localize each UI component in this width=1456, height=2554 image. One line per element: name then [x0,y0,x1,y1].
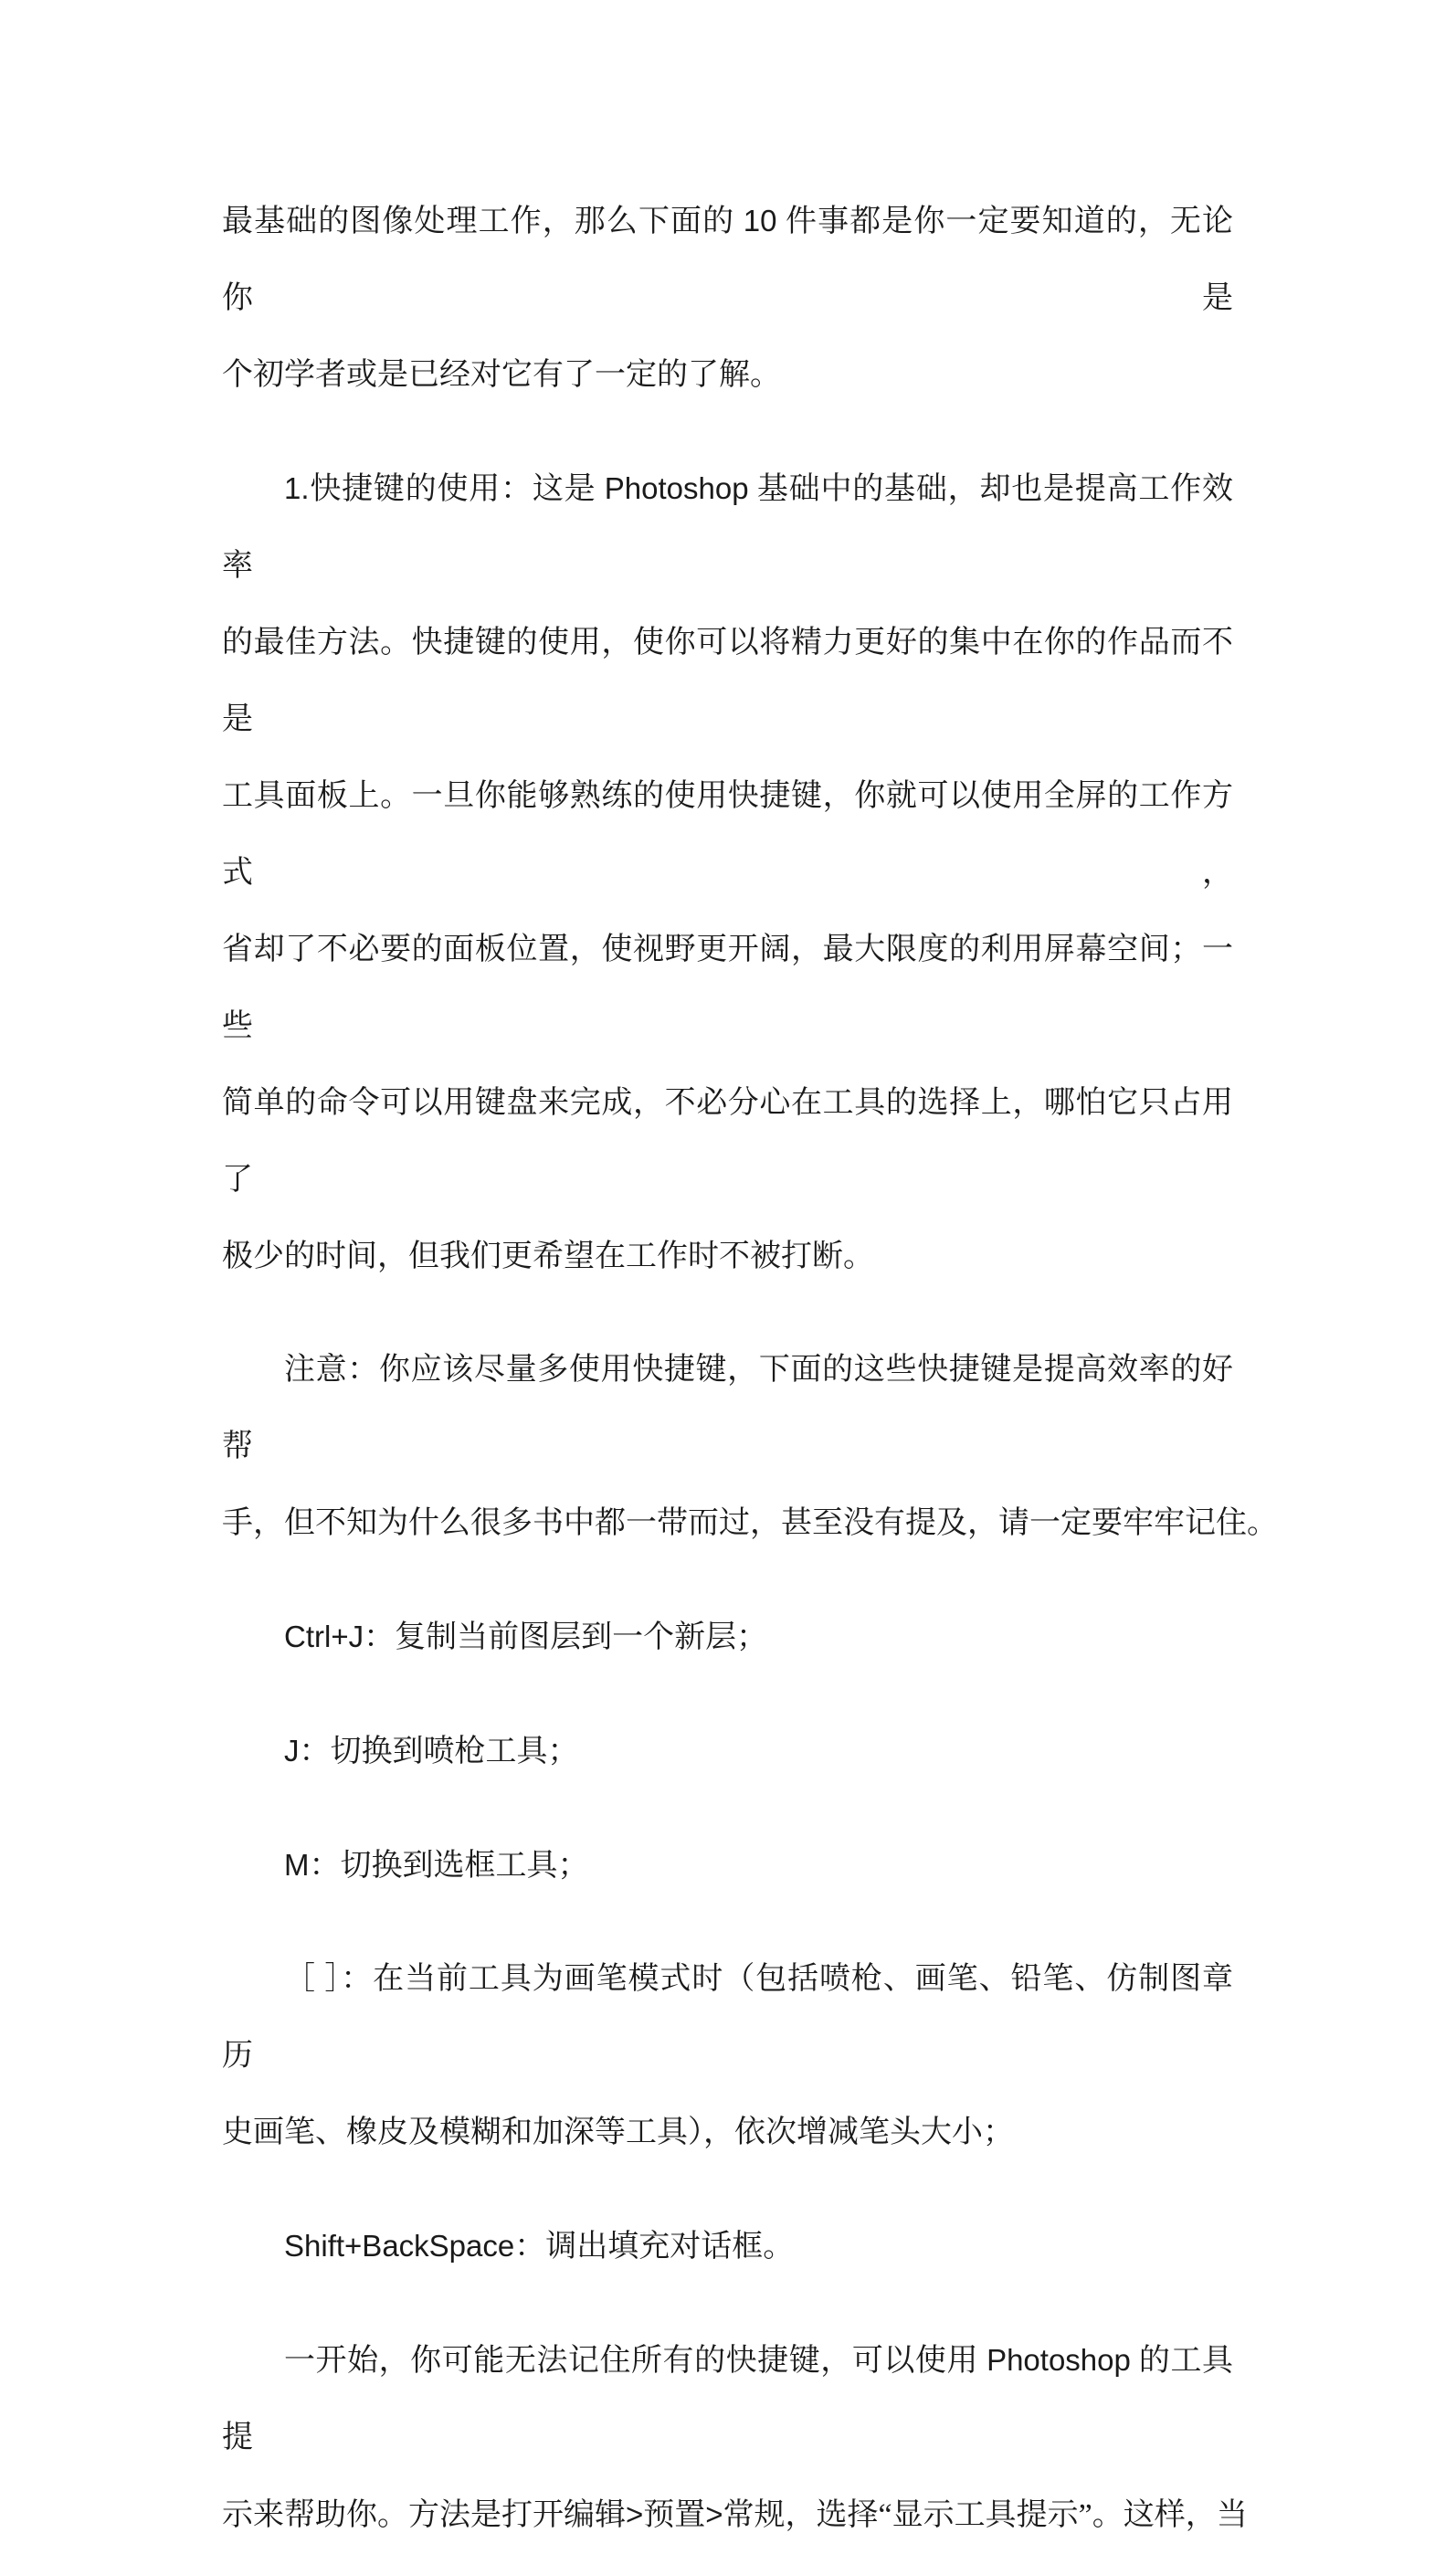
text-line: ［ ］：在当前工具为画笔模式时（包括喷枪、画笔、铅笔、仿制图章历 [222,1962,1233,2073]
text-line: J：切换到喷枪工具； [284,1734,579,1768]
latin-text: > [626,2497,644,2531]
text-line: 一开始，你可能无法记住所有的快捷键，可以使用 Photoshop 的工具提 [222,2343,1234,2454]
latin-text: J [284,1734,300,1768]
text-line: 示来帮助你。方法是打开编辑>预置>常规，选择“显示工具提示”。这样，当 [222,2497,1248,2532]
text-line: 最基础的图像处理工作，那么下面的 10 件事都是你一定要知道的，无论你是 [222,204,1233,315]
paragraph [222,1599,1233,1676]
paragraph [222,2322,1248,2554]
text-line: 工具面板上。一旦你能够熟练的使用快捷键，你就可以使用全屏的工作方式， [222,779,1233,890]
paragraph [222,450,1233,1295]
latin-text: Photoshop [604,471,749,505]
paragraph [222,1941,1233,2171]
latin-text: > [705,2497,723,2531]
paragraph [222,1713,1233,1790]
text-line: 省却了不必要的面板位置，使视野更开阔，最大限度的利用屏幕空间；一些 [222,933,1233,1043]
text-line: 极少的时间，但我们更希望在工作时不被打断。 [222,1240,874,1273]
text-line: M：切换到选框工具； [284,1848,589,1883]
document-body [222,183,1278,2554]
text-line: 手，但不知为什么很多书中都一带而过，甚至没有提及，请一定要牢牢记住。 [222,1506,1278,1540]
text-line: Ctrl+J：复制当前图层到一个新层； [284,1620,768,1654]
text-line: 注意：你应该尽量多使用快捷键，下面的这些快捷键是提高效率的好帮 [222,1353,1233,1463]
latin-text: Shift+BackSpace [284,2229,515,2263]
text-line: 史画笔、橡皮及模糊和加深等工具），依次增减笔头大小； [222,2116,1014,2149]
latin-text: 10 [743,204,777,237]
text-line: 1.快捷键的使用：这是 Photoshop 基础中的基础，却也是提高工作效率 [222,471,1234,583]
latin-text: Ctrl+J [284,1620,364,1653]
text-line: 的最佳方法。快捷键的使用，使你可以将精力更好的集中在你的作品而不是 [222,626,1233,736]
text-line: 简单的命令可以用键盘来完成，不必分心在工具的选择上，哪怕它只占用了 [222,1086,1233,1197]
text-line: Shift+BackSpace：调出填充对话框。 [284,2229,795,2264]
latin-text: Photoshop [986,2343,1131,2377]
paragraph [222,1332,1278,1562]
latin-text: 1. [284,471,310,505]
paragraph [222,183,1233,414]
paragraph [222,2208,1233,2285]
text-line: 个初学者或是已经对它有了一定的了解。 [222,358,781,392]
latin-text: M [284,1848,310,1882]
paragraph [222,1827,1233,1905]
